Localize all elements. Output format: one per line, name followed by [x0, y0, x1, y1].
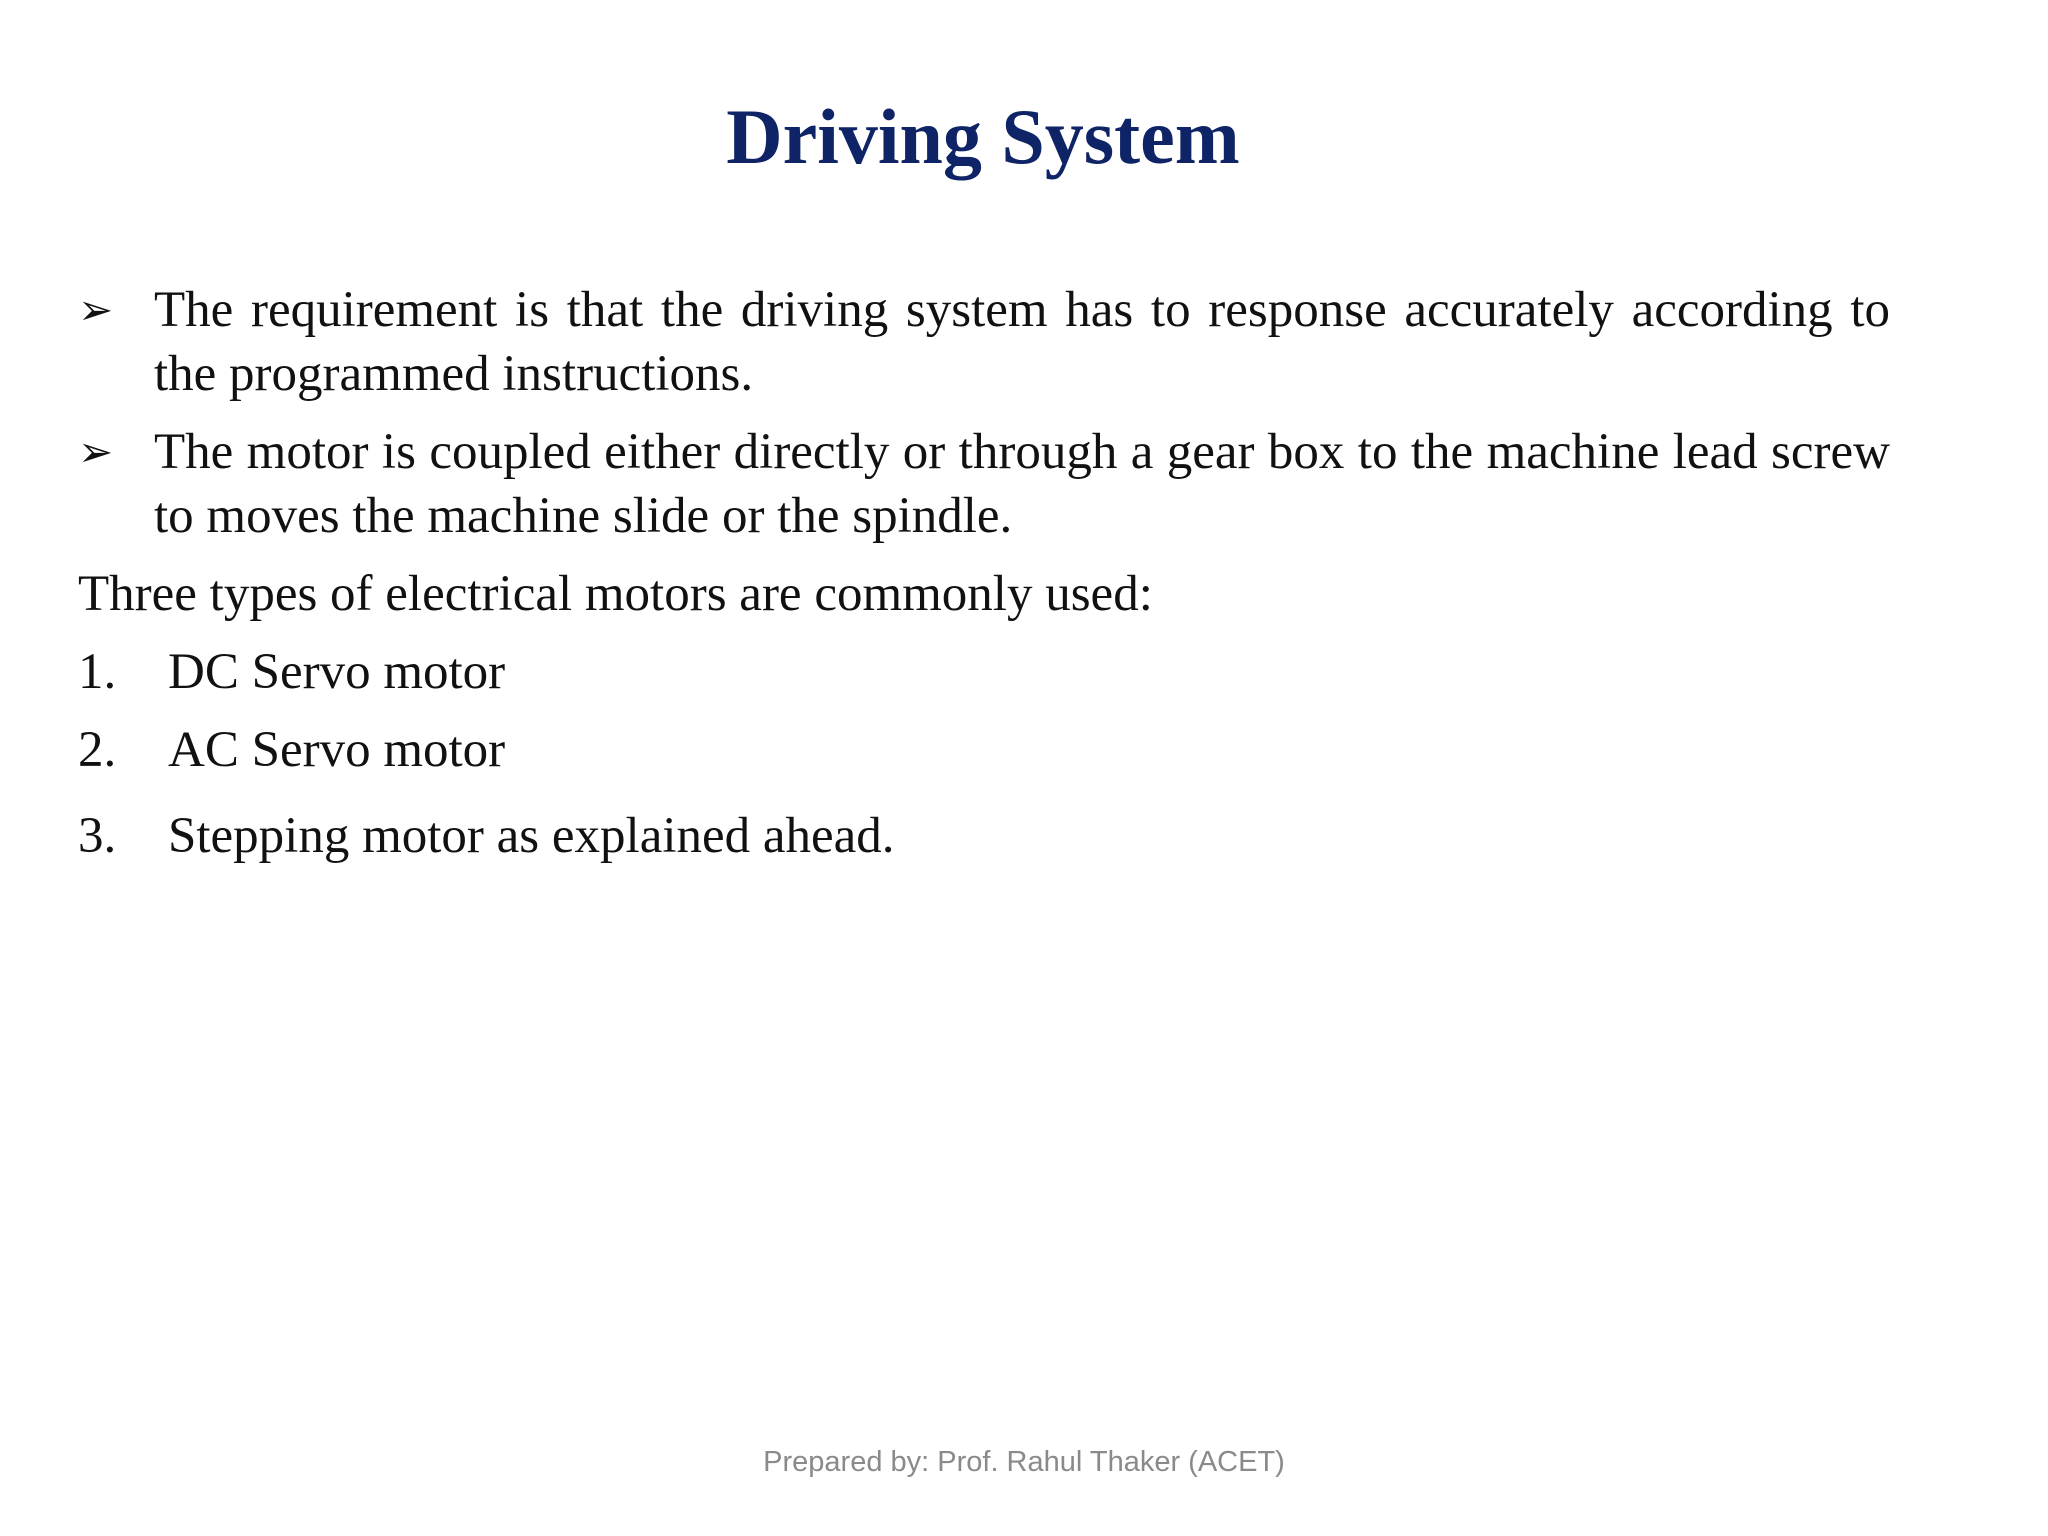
item-text: Stepping motor as explained ahead.: [168, 808, 895, 864]
item-number: 2.: [78, 722, 117, 778]
bullet-text: The motor is coupled either directly or through a gear box to the machine lead screw to moves the machine slide or the spindle.: [154, 424, 1890, 544]
footer-credit: Prepared by: Prof. Rahul Thaker (ACET): [763, 1446, 1285, 1478]
bullet-item: [78, 278, 1890, 406]
numbered-item: [78, 804, 1890, 868]
intro-text: Three types of electrical motors are commonly used:: [78, 566, 1153, 622]
slide-content: [78, 278, 1890, 882]
bullet-item: [78, 420, 1890, 548]
slide-title: Driving System: [726, 93, 1240, 180]
bullet-text: The requirement is that the driving system has to response accurately according to the programmed instructions.: [154, 282, 1890, 402]
item-number: 1.: [78, 644, 117, 700]
arrow-bullet-icon: ➢: [78, 285, 114, 334]
numbered-item: [78, 640, 1890, 704]
item-number: 3.: [78, 808, 117, 864]
numbered-item: [78, 718, 1890, 782]
item-text: AC Servo motor: [168, 722, 506, 778]
item-text: DC Servo motor: [168, 644, 506, 700]
arrow-bullet-icon: ➢: [78, 427, 114, 476]
